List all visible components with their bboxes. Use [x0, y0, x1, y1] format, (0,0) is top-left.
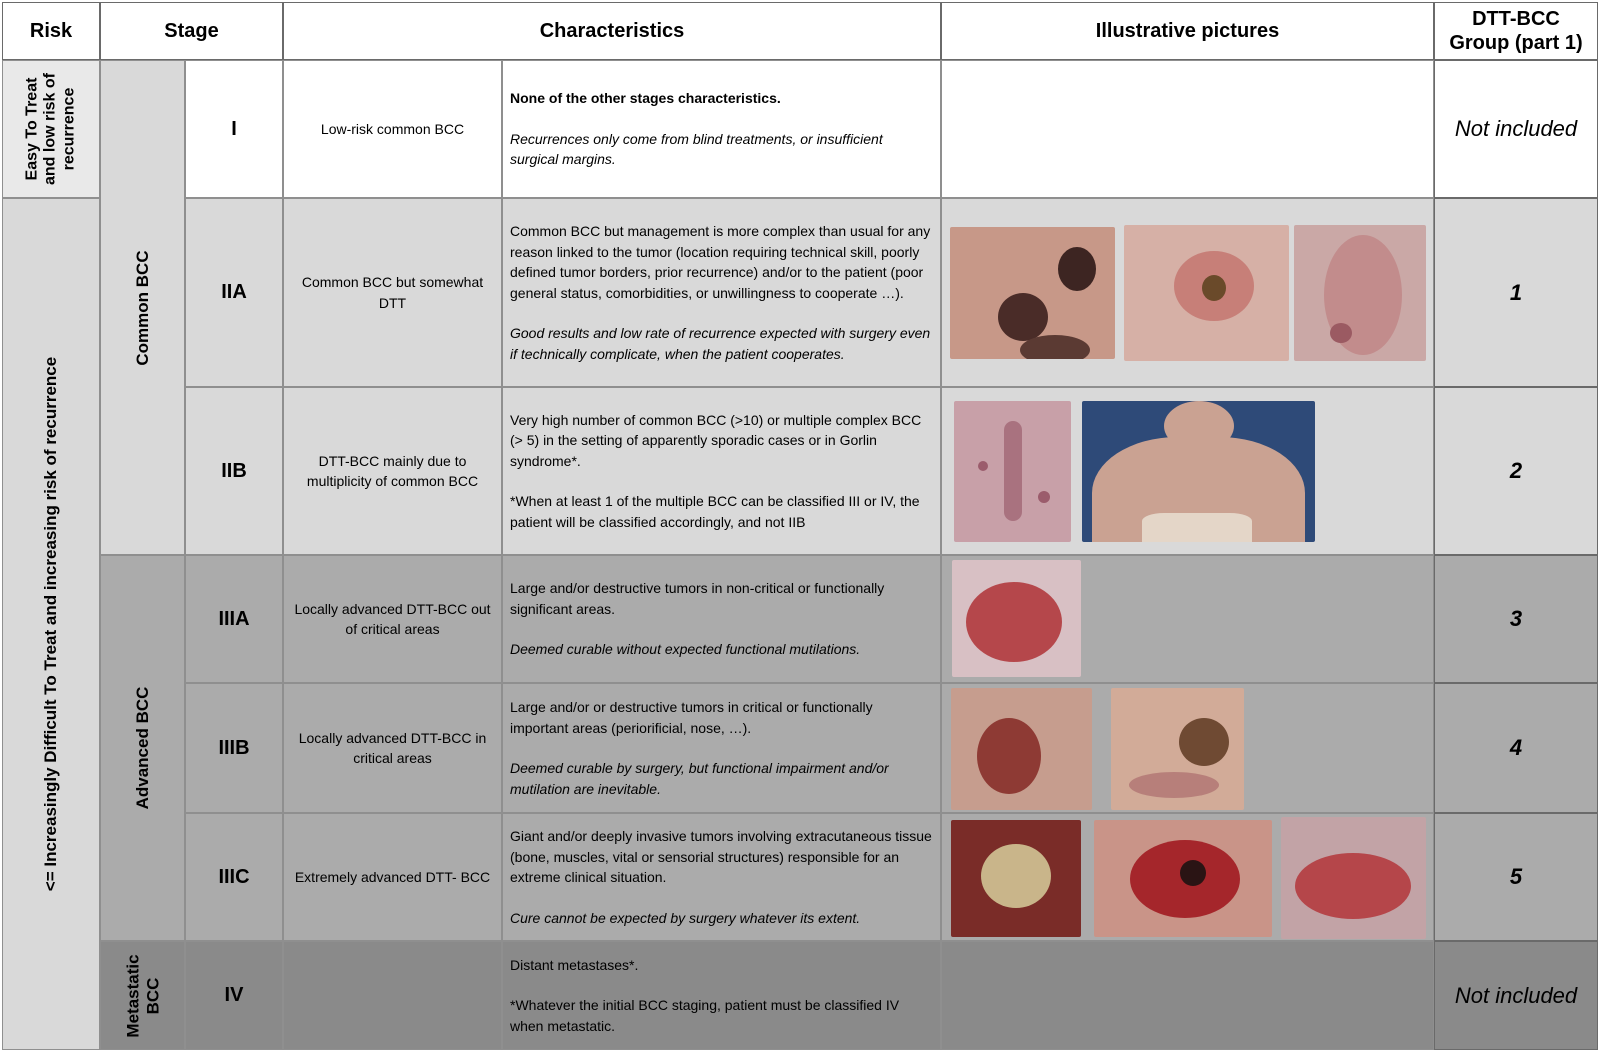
category-advanced-label: Advanced BCC: [132, 686, 152, 810]
photo-back-multiple-lesions: [954, 401, 1071, 542]
stage-subtitle: Locally advanced DTT-BCC out of critical areas: [283, 555, 502, 683]
category-common-label: Common BCC: [132, 249, 152, 366]
category-metastatic-label: Metastatic BCC: [122, 953, 162, 1038]
group-value: Not included: [1434, 60, 1598, 198]
group-value: Not included: [1434, 941, 1598, 1050]
characteristics-note-text: Recurrences only come from blind treatments, or insufficient surgical margins.: [510, 130, 883, 168]
stage-label: IIIC: [185, 813, 283, 941]
characteristics-main-text: Distant metastases*.: [510, 956, 639, 973]
lesion-mark: [1038, 491, 1050, 503]
category-common-bcc: [100, 60, 185, 555]
stage-pictures: [941, 198, 1434, 387]
photo-oral-invasive-tumor: [1281, 817, 1426, 939]
lesion-mark: [1142, 513, 1252, 542]
stage-characteristics: [502, 555, 941, 683]
category-advanced-bcc: [100, 555, 185, 941]
stage-label: IIIB: [185, 683, 283, 813]
lesion-mark: [978, 461, 988, 471]
group-value: 4: [1434, 683, 1598, 813]
stage-pictures: [941, 555, 1434, 683]
lesion-mark: [1129, 772, 1219, 798]
risk-easy-to-treat: [2, 60, 100, 198]
stage-subtitle: Low-risk common BCC: [283, 60, 502, 198]
photo-scalp-lesion: [1124, 225, 1289, 361]
photo-destructive-tumor: [952, 560, 1081, 677]
stage-label: IIA: [185, 198, 283, 387]
stage-pictures: [941, 941, 1434, 1050]
lesion-mark: [1164, 401, 1234, 451]
group-value: 3: [1434, 555, 1598, 683]
lesion-mark: [1004, 421, 1022, 521]
stage-pictures: [941, 813, 1434, 941]
photo-nose-lesions: [950, 227, 1115, 359]
stage-label: I: [185, 60, 283, 198]
characteristics-main-text: None of the other stages characteristics.: [510, 90, 781, 107]
risk-increasingly-difficult: [2, 198, 100, 1050]
group-value: 5: [1434, 813, 1598, 941]
header-dtt-bcc-group: DTT-BCC Group (part 1): [1434, 2, 1598, 60]
stage-subtitle: DTT-BCC mainly due to multiplicity of common BCC: [283, 387, 502, 555]
lesion-mark: [977, 718, 1041, 794]
lesion-mark: [1330, 323, 1352, 343]
characteristics-main-text: Large and/or destructive tumors in non-critical or functionally significant areas.: [510, 580, 885, 617]
stage-pictures: [941, 60, 1434, 198]
characteristics-note-text: Cure cannot be expected by surgery whatever its extent.: [510, 909, 861, 926]
header-stage: Stage: [100, 2, 283, 60]
characteristics-note-text: *When at least 1 of the multiple BCC can be classified III or IV, the patient will be classified accordingly, and not IIB: [510, 493, 920, 530]
stage-label: IIB: [185, 387, 283, 555]
header-risk: Risk: [2, 2, 100, 60]
characteristics-note-text: Deemed curable by surgery, but functional impairment and/or mutilation are inevitable.: [510, 760, 889, 797]
lesion-mark: [966, 582, 1062, 662]
characteristics-main-text: Common BCC but management is more complex than usual for any reason linked to the tumor (location requiring technical skill, poorly defined tumor borders, prior recurrence) and/or to the patient (poor general status, comorbidities, or unwillingness to cooperate …).: [510, 223, 931, 301]
stage-characteristics: [502, 941, 941, 1050]
stage-characteristics: [502, 60, 941, 198]
stage-subtitle: [283, 941, 502, 1050]
characteristics-main-text: Very high number of common BCC (>10) or multiple complex BCC (> 5) in the setting of apparently sporadic cases or in Gorlin syndrome*.: [510, 411, 922, 469]
lesion-mark: [1020, 335, 1090, 359]
characteristics-note-text: *Whatever the initial BCC staging, patient must be classified IV when metastatic.: [510, 997, 900, 1034]
characteristics-main-text: Giant and/or deeply invasive tumors involving extracutaneous tissue (bone, muscles, vital or sensorial structures) responsible for an extreme clinical situation.: [510, 828, 932, 885]
stage-subtitle: Locally advanced DTT-BCC in critical areas: [283, 683, 502, 813]
stage-label: IIIA: [185, 555, 283, 683]
stage-characteristics: [502, 813, 941, 941]
photo-ear-lesion: [1294, 225, 1426, 361]
characteristics-note-text: Good results and low rate of recurrence expected with surgery even if technically complicate, when the patient cooperates.: [510, 325, 931, 362]
stage-characteristics: [502, 387, 941, 555]
photo-periorbital-tumor: [951, 688, 1092, 810]
photo-invasive-facial-tumor: [1094, 820, 1272, 937]
risk-easy-label: Easy To Treat and low risk of recurrence: [23, 73, 78, 186]
header-illustrative-pictures: Illustrative pictures: [941, 2, 1434, 60]
group-value: 1: [1434, 198, 1598, 387]
group-value: 2: [1434, 387, 1598, 555]
stage-subtitle: Extremely advanced DTT- BCC: [283, 813, 502, 941]
stage-characteristics: [502, 683, 941, 813]
risk-increasing-label: <= Increasingly Difficult To Treat and increasing risk of recurrence: [41, 356, 61, 892]
lesion-mark: [1295, 853, 1411, 919]
characteristics-note-text: Deemed curable without expected functional mutilations.: [510, 641, 861, 658]
lesion-mark: [998, 293, 1048, 341]
characteristics-main-text: Large and/or or destructive tumors in critical or functionally important areas (periorificial, nose, …).: [510, 699, 873, 736]
photo-giant-tumor: [951, 820, 1081, 937]
lesion-mark: [981, 844, 1051, 908]
photo-chest-multiple-lesions: [1082, 401, 1315, 542]
header-characteristics: Characteristics: [283, 2, 941, 60]
lesion-mark: [1058, 247, 1096, 291]
lesion-mark: [1179, 718, 1229, 766]
stage-pictures: [941, 387, 1434, 555]
lesion-mark: [1202, 275, 1226, 301]
stage-pictures: [941, 683, 1434, 813]
category-metastatic-bcc: [100, 941, 185, 1050]
stage-label: IV: [185, 941, 283, 1050]
lesion-mark: [1180, 860, 1206, 886]
photo-nasal-tumor: [1111, 688, 1244, 810]
stage-characteristics: [502, 198, 941, 387]
stage-subtitle: Common BCC but somewhat DTT: [283, 198, 502, 387]
